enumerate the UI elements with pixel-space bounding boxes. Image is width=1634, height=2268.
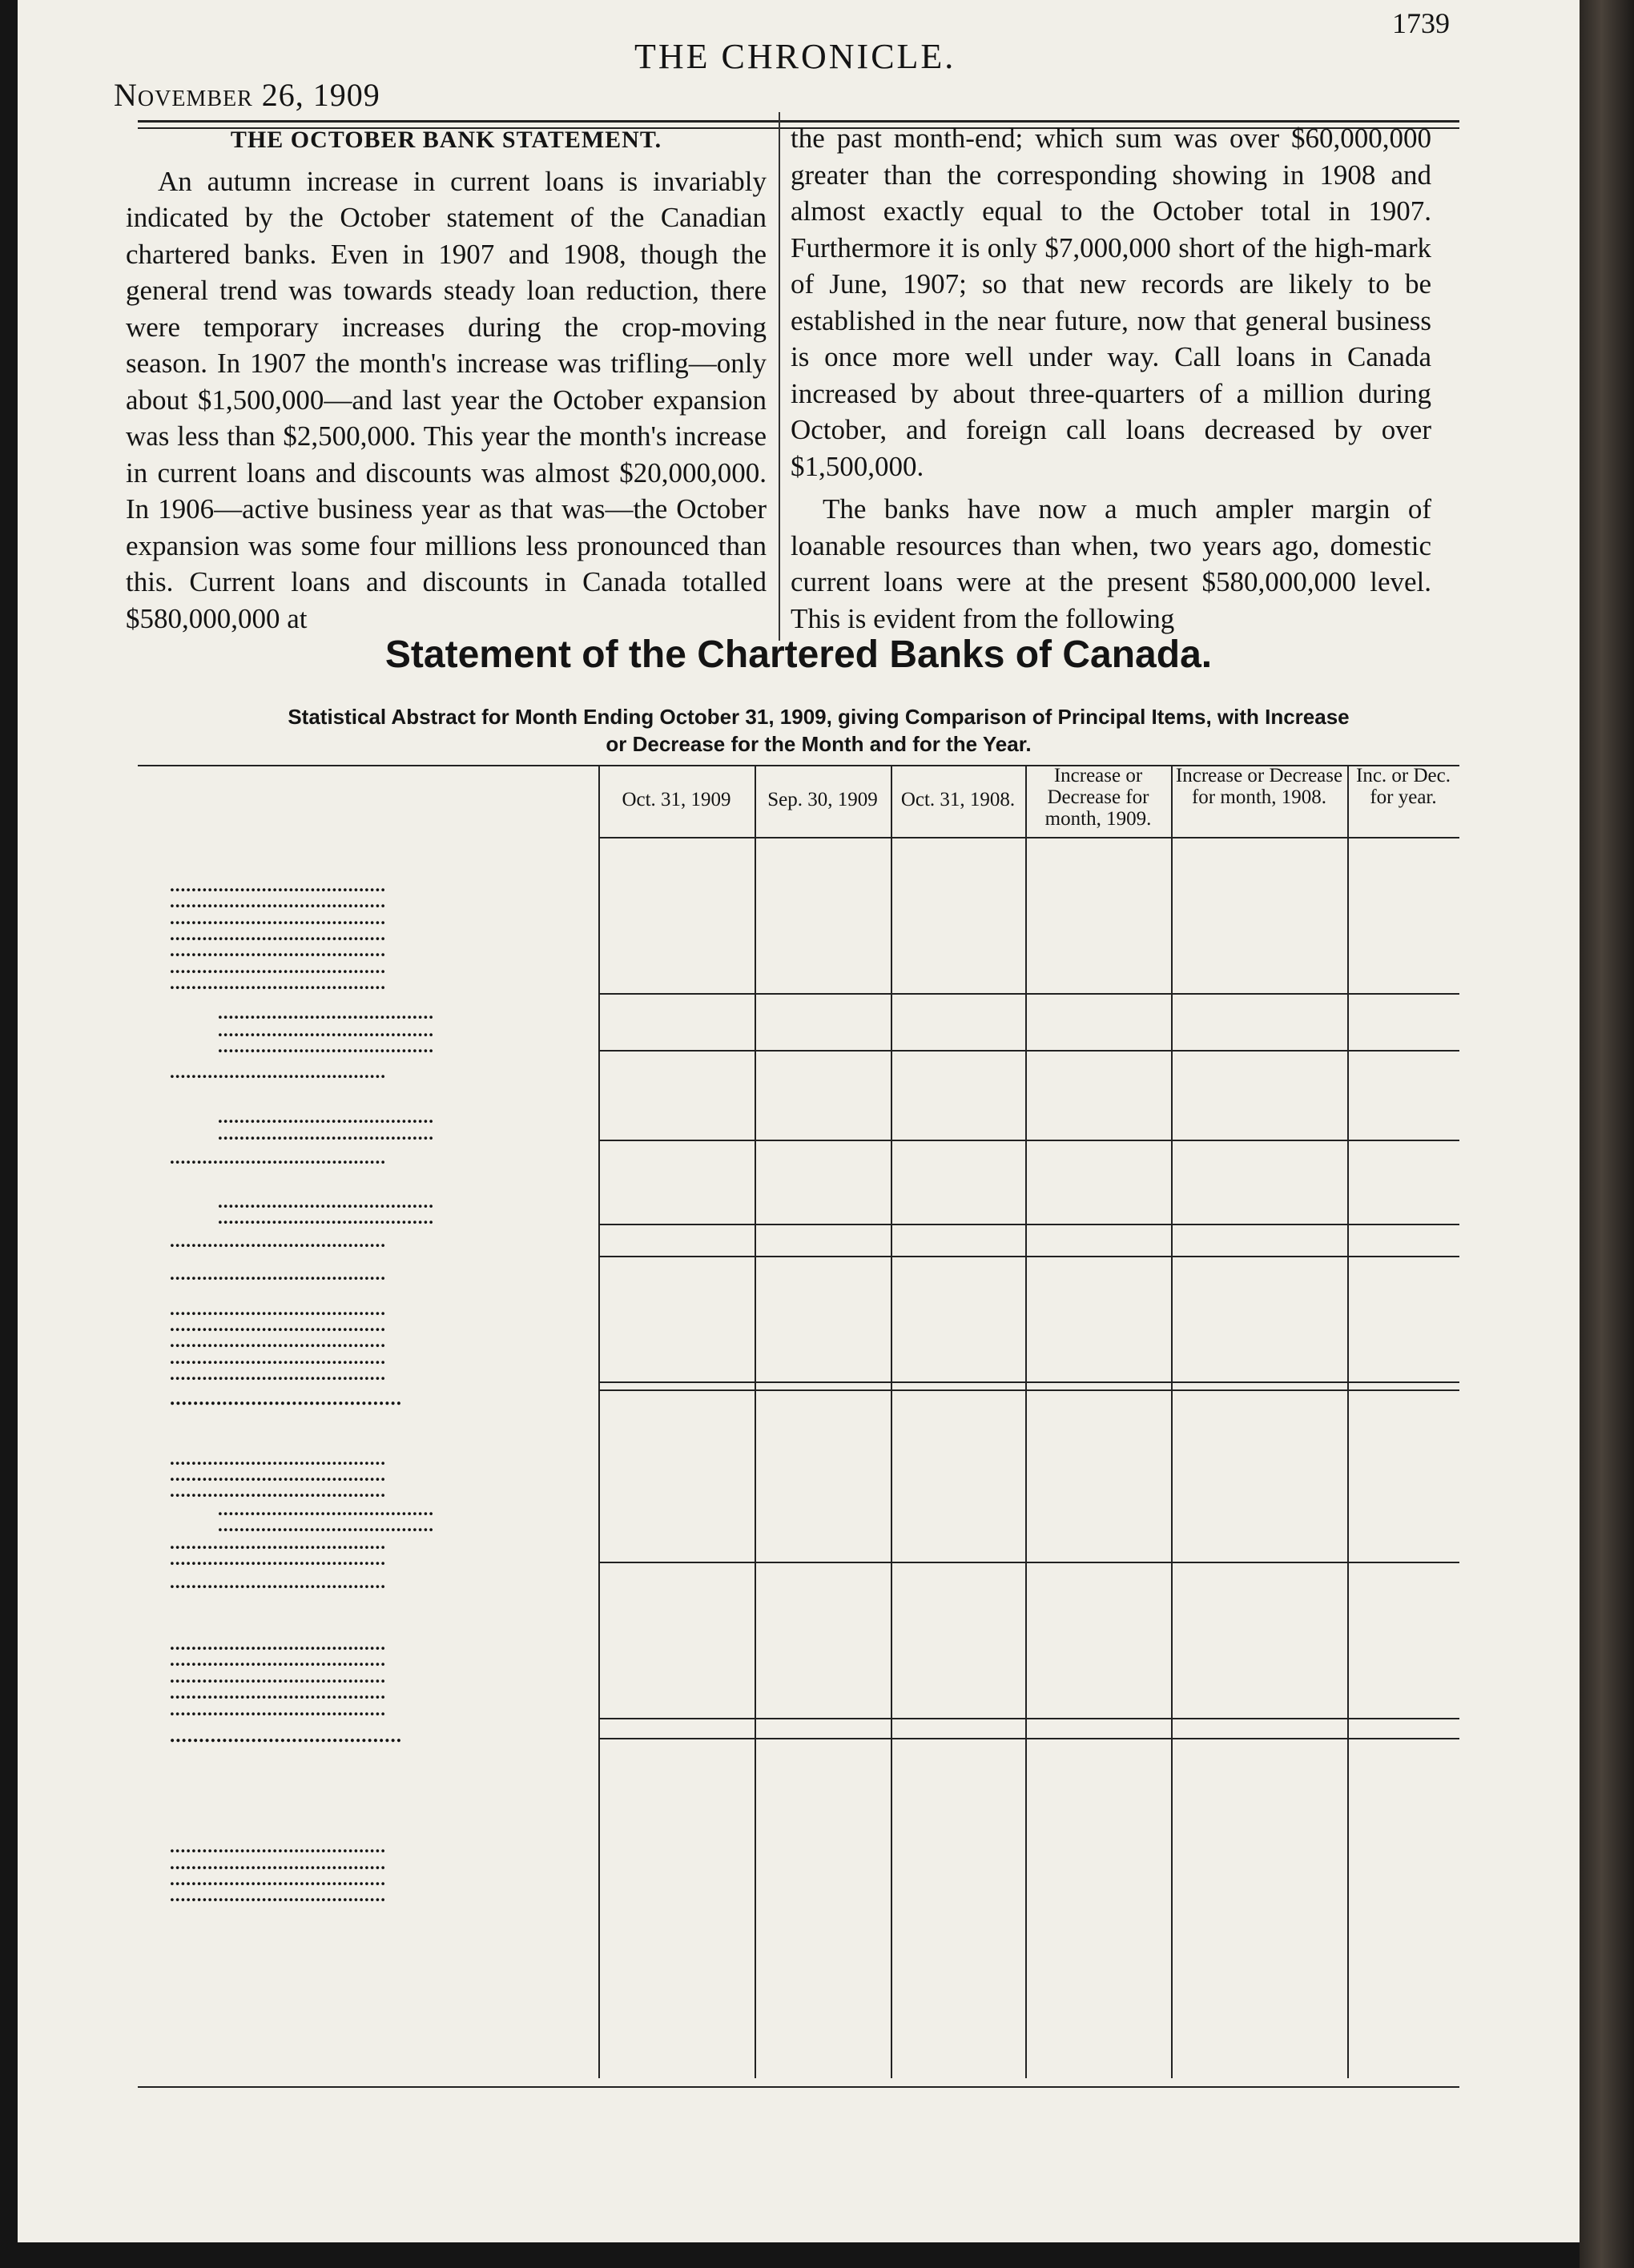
row-label [170,1388,594,1410]
leader-dots: ........................................ [170,957,386,977]
row-label [218,1208,594,1228]
leader-dots: ........................................ [170,1315,386,1335]
table-bottom-rule [138,2086,1459,2088]
leader-dots: ........................................ [170,891,386,911]
leader-dots: ........................................ [218,1499,434,1519]
newspaper-title: THE CHRONICLE. [634,37,956,76]
leader-dots: ........................................ [170,1449,386,1469]
leader-dots: ........................................ [218,1107,434,1127]
row-label [170,1549,594,1570]
leader-dots: ........................................ [218,1192,434,1212]
article-title: THE OCTOBER BANK STATEMENT. [230,127,662,153]
leader-dots: ........................................ [170,1264,386,1284]
leader-dots: ........................................ [218,1003,434,1023]
statement-subtitle: Statistical Abstract for Month Ending October 31, 1909, giving Comparison of Principal Items, with Increase or Decrease for the Month and for the Year. [288,705,1350,756]
row-label [170,1364,594,1385]
leader-dots: ........................................ [170,1836,386,1856]
leader-dots: ........................................ [170,1699,386,1719]
row-label [218,1036,594,1057]
leader-dots: ........................................ [218,1124,434,1144]
leader-dots: ........................................ [170,1853,386,1873]
subtotal-rule [598,1718,1459,1719]
leader-dots: ........................................ [170,940,386,960]
leader-dots: ........................................ [170,1299,386,1319]
article-column-left [126,120,767,637]
subtotal-rule [598,1381,1459,1383]
article-paragraph: The banks have now a much ampler margin of loanable resources than when, two years ago, domestic current loans were at the present $580,000,000 level. This is evident from the following [791,493,1431,634]
row-label [170,1148,594,1168]
article-paragraph: An autumn increase in current loans is invariably indicated by the October statement of the Canadian chartered banks. Even in 1907 and 1908, though the general trend was towards steady loan reduction, there were temporary increases during the crop-moving season. In 1907 the month's increase was trifling—only about $1,500,000—and last year the October expansion was less than $2,500,000. This year the month's increase in current loans and discounts was almost $20,000,000. In 1906—active business year as that was—the October expansion was some four millions less pronounced than this. Current loans and discounts in Canada totalled $580,000,000 at [126,165,767,634]
column-header: Inc. or Dec. for year. [1356,765,1451,808]
leader-dots: ........................................ [170,1388,402,1409]
row-label [170,1264,594,1285]
leader-dots: ........................................ [218,1020,434,1040]
column-divider [1025,765,1027,2078]
leader-dots: ........................................ [170,908,386,928]
leader-dots: ........................................ [170,1231,386,1251]
column-header: Increase or Decrease for month, 1908. [1175,765,1343,808]
header-rule [598,837,1459,838]
leader-dots: ........................................ [170,924,386,944]
leader-dots: ........................................ [170,1465,386,1485]
subtotal-rule [598,993,1459,995]
column-header: Oct. 31, 1909 [622,789,731,810]
row-label [218,1124,594,1144]
article-column-right [791,120,1431,637]
leader-dots: ........................................ [218,1208,434,1228]
row-label [170,1725,594,1747]
column-divider [1347,765,1349,2078]
column-header: Sep. 30, 1909 [767,789,878,810]
page-number: 1739 [1392,7,1450,39]
article-paragraph: the past month-end; which sum was over $60,000,000 greater than the corresponding showing in 1908 and almost exactly equal to the October total in 1907. Furthermore it is only $7,000,000 short of the high-mark of June, 1907; so that new records are likely to be established in the near future, now that general business is once more well under way. Call loans in Canada increased by about three-quarters of a million during October, and foreign call loans decreased by over $1,500,000. [791,123,1431,482]
column-divider [755,765,756,2078]
subtotal-rule [598,1224,1459,1225]
row-label [170,1885,594,1906]
leader-dots: ........................................ [170,1885,386,1905]
leader-dots: ........................................ [170,1331,386,1351]
row-label [170,1699,594,1720]
leader-dots: ........................................ [170,1481,386,1501]
newspaper-page [18,0,1580,2242]
leader-dots: ........................................ [170,1650,386,1670]
subtotal-rule [598,1562,1459,1563]
issue-date: November 26, 1909 [114,77,380,113]
leader-dots: ........................................ [170,1549,386,1569]
leader-dots: ........................................ [170,1667,386,1687]
row-label [170,1062,594,1083]
leader-dots: ........................................ [170,1533,386,1553]
leader-dots: ........................................ [170,1148,386,1168]
leader-dots: ........................................ [170,1062,386,1082]
column-divider [598,765,600,2078]
leader-dots: ........................................ [170,1364,386,1384]
subtotal-rule [598,1256,1459,1257]
leader-dots: ........................................ [218,1036,434,1056]
leader-dots: ........................................ [170,1725,402,1747]
column-header: Oct. 31, 1908. [900,789,1016,810]
leader-dots: ........................................ [170,1869,386,1889]
subtotal-rule [598,1738,1459,1739]
row-label [170,1572,594,1593]
statement-title: Statement of the Chartered Banks of Canada. [384,633,1213,676]
subtotal-rule [598,1389,1459,1391]
column-divider [891,765,892,2078]
leader-dots: ........................................ [170,875,386,895]
row-label [170,973,594,994]
leader-dots: ........................................ [218,1515,434,1535]
subtotal-rule [598,1050,1459,1052]
column-divider [1171,765,1173,2078]
column-divider [779,112,780,641]
book-binding-edge [1580,0,1634,2268]
leader-dots: ........................................ [170,1634,386,1654]
column-header: Increase or Decrease for month, 1909. [1044,765,1152,830]
leader-dots: ........................................ [170,1683,386,1703]
leader-dots: ........................................ [170,1572,386,1592]
row-label [170,1231,594,1252]
leader-dots: ........................................ [170,973,386,993]
leader-dots: ........................................ [170,1348,386,1368]
subtotal-rule [598,1140,1459,1141]
